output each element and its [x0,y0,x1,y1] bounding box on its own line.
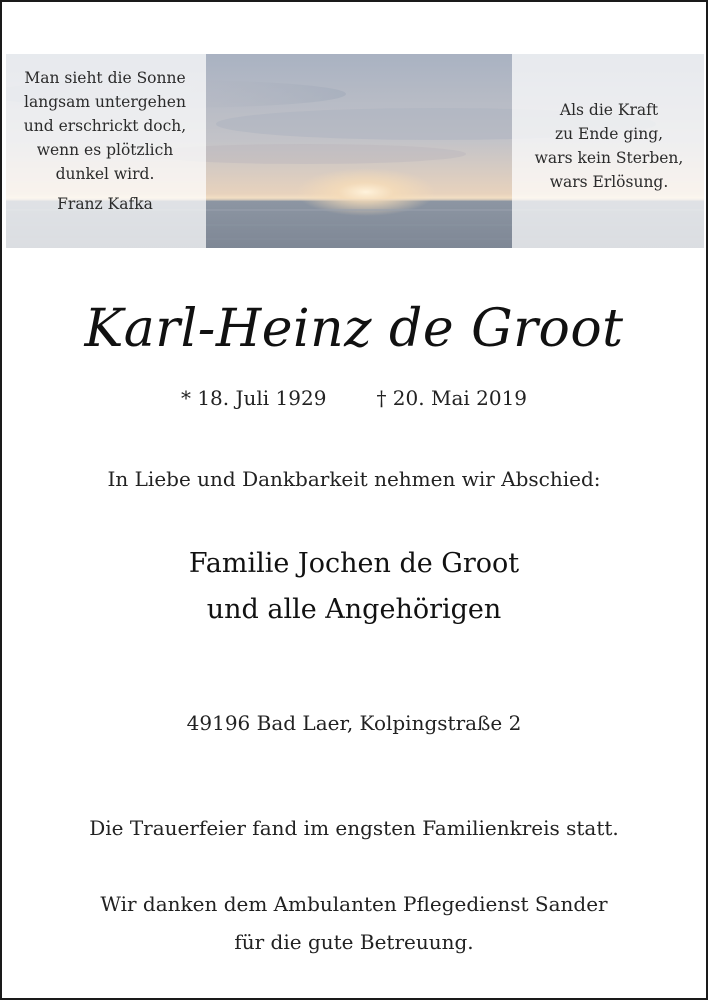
address: 49196 Bad Laer, Kolpingstraße 2 [186,711,522,735]
deceased-name: Karl-Heinz de Groot [84,299,624,359]
thanks-note [2,885,706,961]
family-line: Familie Jochen de Groot [188,548,520,579]
quote-line: dunkel wird. [55,165,155,183]
life-dates [2,384,706,412]
thanks-line: Wir danken dem Ambulanten Pflegedienst Sander [100,892,608,916]
quote-line: wars Erlösung. [549,173,669,191]
quote-author: Franz Kafka [57,195,153,213]
quote-line: und erschrickt doch, [23,117,187,135]
quote-right [514,98,704,194]
thanks-line: für die gute Betreuung. [234,930,474,954]
quote-line: Man sieht die Sonne [24,69,186,87]
death-date: † 20. Mai 2019 [376,386,528,410]
quote-left [6,66,204,216]
farewell-text: In Liebe und Dankbarkeit nehmen wir Abschied: [107,467,601,491]
birth-date: * 18. Juli 1929 [180,386,327,410]
quote-line: wars kein Sterben, [534,149,684,167]
quote-line: zu Ende ging, [554,125,664,143]
sunset-banner [6,54,704,248]
ceremony-note: Die Trauerfeier fand im engsten Familienkreis statt. [89,816,619,840]
family-line: und alle Angehörigen [206,594,502,625]
family-block [2,541,706,633]
quote-line: wenn es plötzlich [36,141,174,159]
quote-line: langsam untergehen [24,93,186,111]
quote-line: Als die Kraft [559,101,659,119]
